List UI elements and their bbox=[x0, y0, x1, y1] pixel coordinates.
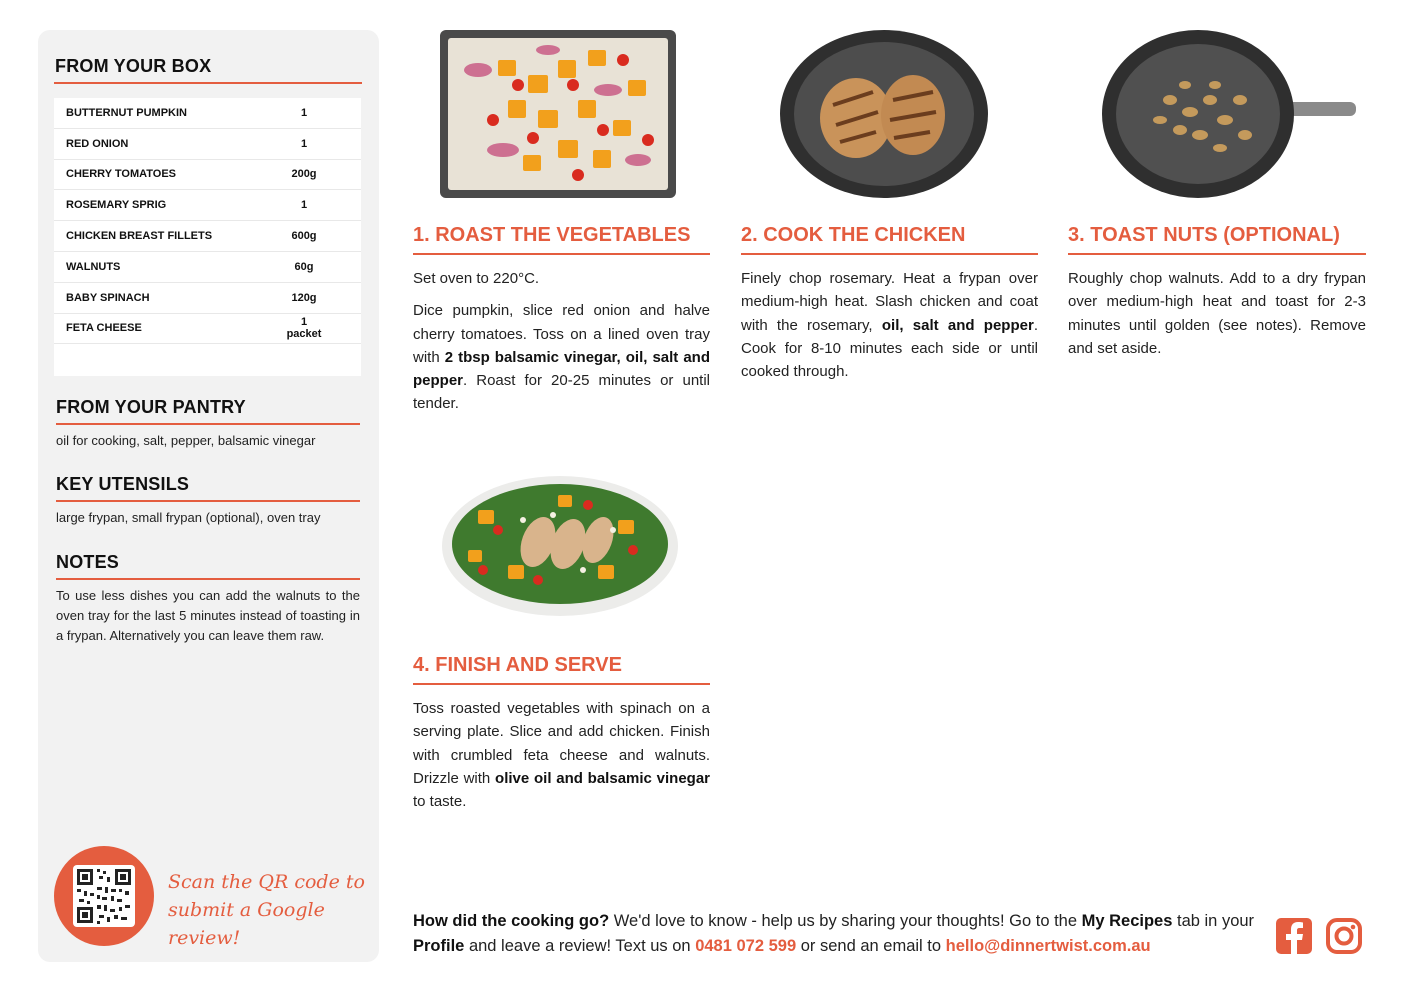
ingredient-name: BUTTERNUT PUMPKIN bbox=[66, 106, 187, 119]
instagram-icon[interactable] bbox=[1325, 917, 1363, 955]
ingredient-name: WALNUTS bbox=[66, 260, 121, 273]
footer-text: or send an email to bbox=[796, 937, 946, 955]
table-row bbox=[54, 252, 361, 283]
toast-nuts-photo bbox=[1100, 30, 1358, 200]
step-3-body bbox=[1068, 267, 1366, 369]
divider bbox=[56, 578, 360, 580]
my-recipes-label: My Recipes bbox=[1081, 912, 1173, 930]
ingredients-table bbox=[54, 98, 361, 376]
step-2-body bbox=[741, 267, 1038, 392]
ingredient-name: FETA CHEESE bbox=[66, 322, 142, 335]
step-emphasis: oil, salt and pepper bbox=[881, 316, 1034, 334]
divider bbox=[1068, 253, 1366, 255]
ingredient-qty: 1 packet bbox=[286, 316, 322, 341]
footer-text: tab in your bbox=[1172, 912, 1255, 930]
ingredient-name: BABY SPINACH bbox=[66, 291, 150, 304]
table-row bbox=[54, 283, 361, 314]
table-row bbox=[54, 98, 361, 129]
step-1-oven-text: Set oven to 220°C. bbox=[413, 270, 540, 287]
table-row bbox=[54, 160, 361, 191]
ingredient-qty: 120g bbox=[291, 291, 317, 304]
table-row bbox=[54, 314, 361, 345]
roast-vegetables-photo bbox=[438, 30, 678, 200]
key-utensils-title: KEY UTENSILS bbox=[56, 474, 190, 494]
qr-code-badge[interactable] bbox=[54, 846, 154, 946]
step-2-title: 2. COOK THE CHICKEN bbox=[741, 224, 966, 246]
step-text: . Cook for 8-10 minutes each side or until cooked through. bbox=[741, 316, 1038, 381]
step-emphasis: olive oil and balsamic vinegar bbox=[495, 769, 710, 787]
step-1-title: 1. ROAST THE VEGETABLES bbox=[413, 224, 691, 246]
divider bbox=[54, 82, 362, 84]
ingredient-qty: 60g bbox=[294, 260, 314, 273]
ingredient-qty: 1 bbox=[300, 137, 308, 150]
qr-prompt-line: submit a Google review! bbox=[168, 899, 325, 949]
step-emphasis: 2 tbsp balsamic vinegar, oil, salt and pepper bbox=[413, 348, 711, 390]
from-your-box-title: FROM YOUR BOX bbox=[55, 56, 212, 76]
qr-code[interactable] bbox=[73, 865, 135, 927]
step-text: Finely chop rosemary. Heat a frypan over medium-high heat. Slash chicken and coat with the rosemary, bbox=[741, 270, 1038, 334]
footer-question: How did the cooking go? bbox=[413, 912, 610, 930]
table-row bbox=[54, 221, 361, 252]
ingredient-name: CHICKEN BREAST FILLETS bbox=[66, 230, 213, 243]
pantry-text: oil for cooking, salt, pepper, balsamic vinegar bbox=[56, 433, 316, 448]
qr-review-prompt bbox=[168, 868, 368, 952]
ingredient-name: CHERRY TOMATOES bbox=[66, 168, 177, 181]
step-text: . Roast for 20-25 minutes or until tender. bbox=[413, 372, 710, 413]
divider bbox=[413, 683, 710, 685]
step-1-instructions bbox=[413, 299, 710, 415]
ingredient-qty: 600g bbox=[291, 230, 317, 243]
step-1-body bbox=[413, 267, 710, 425]
sidebar-panel bbox=[38, 30, 379, 962]
step-4-body bbox=[413, 697, 710, 822]
step-4-title: 4. FINISH AND SERVE bbox=[413, 654, 622, 676]
ingredient-qty: 200g bbox=[291, 168, 317, 181]
review-footer bbox=[413, 909, 1263, 959]
divider bbox=[741, 253, 1038, 255]
divider bbox=[413, 253, 710, 255]
email-link[interactable]: hello@dinnertwist.com.au bbox=[945, 937, 1151, 955]
divider bbox=[56, 423, 360, 425]
notes-text: To use less dishes you can add the walnuts to the oven tray for the last 5 minutes instead of toasting in a frypan. Alternatively you can leave them raw. bbox=[56, 588, 360, 643]
footer-text: We'd love to know - help us by sharing your thoughts! Go to the bbox=[609, 912, 1082, 930]
step-2-instructions bbox=[741, 267, 1038, 383]
finished-dish-photo bbox=[438, 470, 682, 620]
qr-prompt-line: Scan the QR code to bbox=[168, 871, 365, 893]
ingredient-name: ROSEMARY SPRIG bbox=[66, 199, 167, 212]
step-text: Toss roasted vegetables with spinach on a serving plate. Slice and add chicken. Finish with crumbled feta cheese and walnuts. Drizzle with bbox=[413, 700, 710, 787]
divider bbox=[56, 500, 360, 502]
ingredient-qty: 1 bbox=[300, 106, 308, 119]
step-4-instructions bbox=[413, 697, 710, 813]
ingredient-qty: 1 bbox=[300, 199, 308, 212]
step-3-instructions: Roughly chop walnuts. Add to a dry frypan over medium-high heat and toast for 2-3 minutes until golden (see notes). Remove and set aside. bbox=[1068, 270, 1366, 357]
utensils-text: large frypan, small frypan (optional), oven tray bbox=[56, 510, 321, 525]
footer-text: and leave a review! Text us on bbox=[464, 937, 696, 955]
ingredient-name: RED ONION bbox=[66, 137, 129, 150]
profile-label: Profile bbox=[413, 937, 465, 955]
cook-chicken-photo bbox=[778, 30, 990, 200]
phone-link[interactable]: 0481 072 599 bbox=[695, 937, 797, 955]
facebook-icon[interactable] bbox=[1275, 917, 1313, 955]
notes-title: NOTES bbox=[56, 552, 120, 572]
table-row bbox=[54, 129, 361, 160]
step-text: Dice pumpkin, slice red onion and halve cherry tomatoes. Toss on a lined oven tray with bbox=[413, 302, 710, 366]
from-your-pantry-title: FROM YOUR PANTRY bbox=[56, 397, 246, 417]
step-3-title: 3. TOAST NUTS (OPTIONAL) bbox=[1068, 224, 1340, 246]
table-row bbox=[54, 190, 361, 221]
step-text: to taste. bbox=[413, 793, 467, 811]
